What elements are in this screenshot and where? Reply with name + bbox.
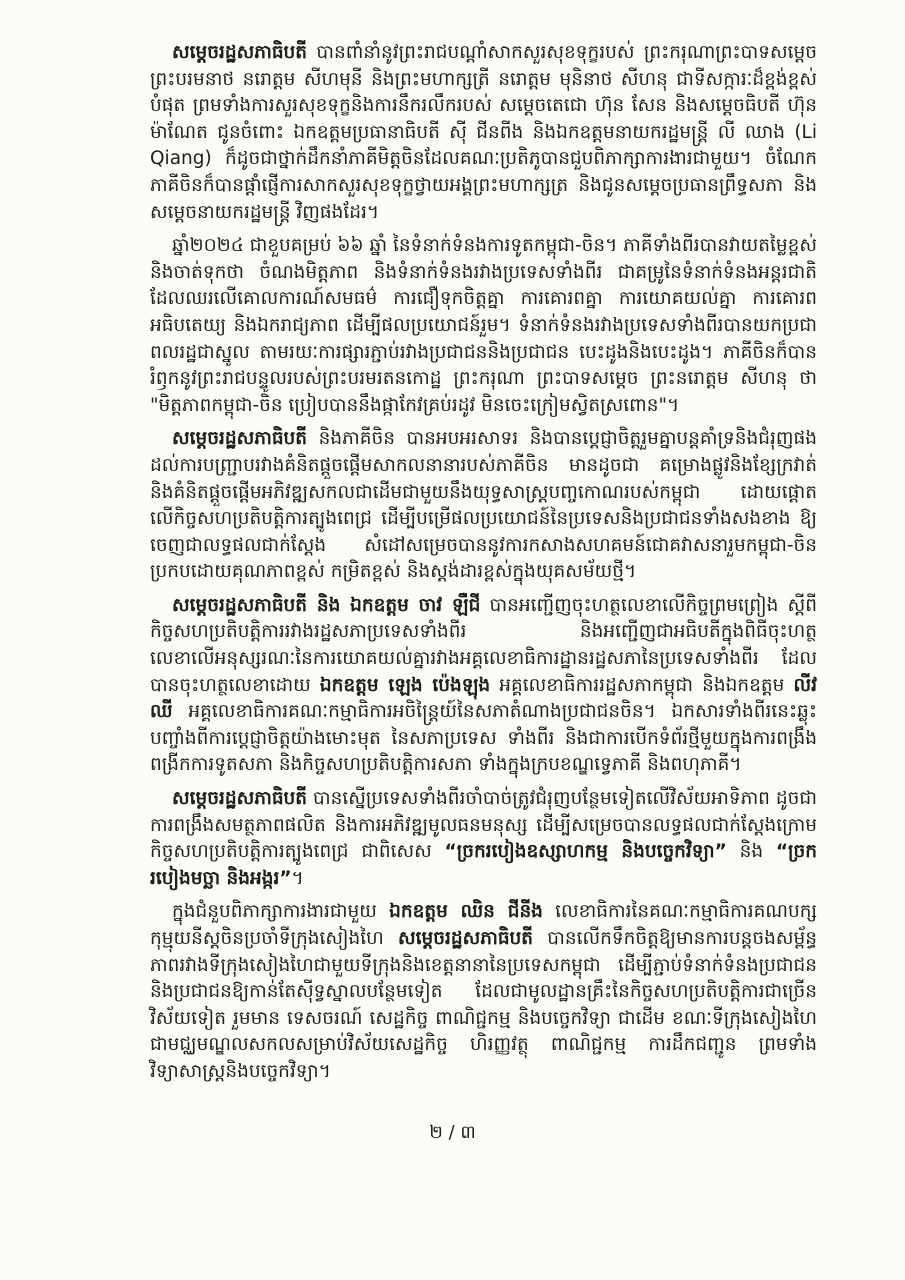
text-run: សម្តេចរដ្ឋសភាធិបតី និង ឯកឧត្តម ចាវ ឡឺជី <box>172 594 481 616</box>
text-run: “ច្រករបៀងមច្ឆា និងអង្ករ” <box>150 841 817 889</box>
text-run: ក្នុងជំនួបពិភាក្សាការងារជាមួយ <box>172 901 390 923</box>
text-run: អគ្គលេខាធិការគណៈកម្មាធិការអចិន្ត្រៃយ៍នៃសភាតំណាងប្រជាជនចិន។ ឯកសារទាំងពីរនេះឆ្លុះបញ្ចាំងពីការប្តេជ្ញាចិត្តយ៉ាងមោះមុត នៃសភាប្រទេស ទាំងពីរ និងជាការបើកទំព័រថ្មីមួយក្នុងការពង្រឹងពង្រីកការទូតសភា និងកិច្ចសហប្រតិបត្តិការសភា ទាំងក្នុងក្របខណ្ឌទ្វេភាគី និងពហុភាគី។ <box>150 701 817 776</box>
text-run: និង <box>726 841 776 863</box>
text-run: ឆ្នាំ២០២៤ ជាខួបគម្រប់ ៦៦ ឆ្នាំ នៃទំនាក់ទំនងការទូតកម្ពុជា-ចិន។ ភាគីទាំងពីរបានវាយតម្លៃខ្ពស់ និងចាត់ទុកថា ចំណងមិត្តភាព និងទំនាក់ទំនងរវាងប្រទេសទាំងពីរ ជាគម្រូនៃទំនាក់ទំនងអន្តរជាតិ ដែលឈរលើគោលការណ៍សមធម៌ ការជឿទុកចិត្តគ្នា ការគោរពគ្នា ការយោគយល់គ្នា ការគោរពអធិបតេយ្យ និងឯករាជ្យភាព ដើម្បីផលប្រយោជន៍រួម។ ទំនាក់ទំនងរវាងប្រទេសទាំងពីរបានយកប្រជាពលរដ្ឋជាស្នូល តាមរយៈការផ្សារភ្ជាប់រវាងប្រជាជននិងប្រជាជន បេះដូងនិងបេះដូង។ ភាគីចិនក៏បានរំឭកនូវព្រះរាជបន្ទូលរបស់ព្រះបរមរតនកោដ្ឋ ព្រះករុណា ព្រះបាទសម្តេច ព្រះនរោត្តម សីហនុ ថា "មិត្តភាពកម្ពុជា-ចិន ប្រៀបបាននឹងផ្កាកែវគ្រប់រដូវ មិនចេះក្រៀមស្វិតស្រពោន"។ <box>150 235 818 416</box>
paragraph <box>150 426 817 586</box>
text-run: “ច្រករបៀងឧស្សាហកម្ម និងបច្ចេកវិទ្យា” <box>444 841 727 863</box>
paragraph <box>150 593 817 779</box>
paragraph <box>150 786 817 892</box>
paragraph <box>150 40 817 226</box>
text-run: ឯកឧត្តម ឈិន ជីនីង <box>389 901 543 923</box>
text-run: លេខាធិការនៃគណៈកម្មាធិការគណបក្សកុម្មុយនីស្តចិនប្រចាំទីក្រុងសៀងហៃ <box>150 901 817 949</box>
text-run: អគ្គលេខាធិការរដ្ឋសភាកម្ពុជា និងឯកឧត្តម <box>490 674 794 696</box>
text-run: សម្តេចរដ្ឋសភាធិបតី <box>172 42 308 63</box>
document-body <box>150 40 817 1086</box>
text-run: សម្តេចរដ្ឋសភាធិបតី <box>172 428 308 450</box>
paragraph <box>150 233 817 419</box>
text-run: ឯកឧត្តម ឡេង ប៉េងឡុង <box>319 674 491 696</box>
text-run: បានលើកទឹកចិត្តឱ្យមានការបន្តចងសម្ព័ន្ធភាពរវាងទីក្រុងសៀងហៃជាមួយទីក្រុងនិងខេត្តនានានៃប្រទេសកម្ពុជា ដើម្បីភ្ជាប់ទំនាក់ទំនងប្រជាជននិងប្រជាជនឱ្យកាន់តែស៊ីទ្វស្នាលបន្ថែមទៀត ដែលជាមូលដ្ឋានគ្រឹះនៃកិច្ចសហប្រតិបត្តិការជាច្រើនវិស័យទៀត រួមមាន ទេសចរណ៍ សេដ្ឋកិច្ច ពាណិជ្ជកម្ម និងបច្ចេកវិទ្យា ជាដើម ខណៈទីក្រុងសៀងហៃ ជាមជ្ឈមណ្ឌលសកលសម្រាប់វិស័យសេដ្ឋកិច្ច ហិរញ្ញវត្ថុ ពាណិជ្ជកម្ម ការដឹកជញ្ជូន ព្រមទាំងវិទ្យាសាស្ត្រនិងបច្ចេកវិទ្យា។ <box>150 928 817 1082</box>
text-run: សម្តេចរដ្ឋសភាធិបតី <box>172 788 308 810</box>
text-run: បានអញ្ជើញចុះហត្ថលេខាលើកិច្ចព្រមព្រៀង ស្តីពីកិច្ចសហប្រតិបត្តិការរវាងរដ្ឋសភាប្រទេសទាំងពីរ និងអញ្ជើញជាអធិបតីក្នុងពិធីចុះហត្ថលេខាលើអនុស្សរណៈនៃការយោគយល់គ្នារវាងអគ្គលេខាធិការដ្ឋានរដ្ឋសភានៃប្រទេសទាំងពីរ ដែលបានចុះហត្ថលេខាដោយ <box>150 594 817 696</box>
text-run: លីវ ឈី <box>150 674 817 723</box>
text-run: បានស្នើប្រទេសទាំងពីរចាំបាច់ត្រូវជំរុញបន្ថែមទៀតលើវិស័យអាទិភាព ដូចជា ការពង្រឹងសមត្ថភាពផលិត និងការអភិវឌ្ឍមូលធនមនុស្ស ដើម្បីសម្រេចបានលទ្ធផលជាក់ស្តែងក្រោមកិច្ចសហប្រតិបត្តិការត្បូងពេជ្រ ជាពិសេស <box>150 788 817 863</box>
text-run: សម្តេចរដ្ឋសភាធិបតី <box>398 928 534 949</box>
text-run: បានពាំនាំនូវព្រះរាជបណ្តាំសាកសួរសុខទុក្ខរបស់ ព្រះករុណាព្រះបាទសម្តេចព្រះបរមនាថ នរោត្តម សីហមុនី និងព្រះមហាក្សត្រី នរោត្តម មុនិនាថ សីហនុ ជាទីសក្ការៈដ៏ខ្ពង់ខ្ពស់បំផុត ព្រមទាំងការសួរសុខទុក្ខនិងការនឹករលឹករបស់ សម្តេចតេជោ ហ៊ុន សែន និងសម្តេចធិបតី ហ៊ុន ម៉ាណែត ជូនចំពោះ ឯកឧត្តមប្រធានាធិបតី ស៊ី ជីនពីង និងឯកឧត្តមនាយករដ្ឋមន្រ្តី លី ឈាង (Li Qiang) ក៏ដូចជាថ្នាក់ដឹកនាំភាគីមិត្តចិនដែលគណៈប្រតិភូបានជួបពិភាក្សាការងារជាមួយ។ ចំណែកភាគីចិនក៏បានផ្តាំផ្ញើការសាកសួរសុខទុក្ខថ្វាយអង្គព្រះមហាក្សត្រ និងជូនសម្តេចប្រធានព្រឹទ្ធសភា និងសម្តេចនាយករដ្ឋមន្ត្រី វិញផងដែរ។ <box>150 42 817 223</box>
paragraph <box>150 899 817 1085</box>
text-run: ។ <box>291 867 304 889</box>
page-number: ២ / ៣ <box>429 1122 476 1143</box>
text-run: និងភាគីចិន បានអបអរសាទរ និងបានប្តេជ្ញាចិត្តរួមគ្នាបន្តគាំទ្រនិងជំរុញផងដល់ការបញ្ជ្រាបរវាងគំនិតផ្តួចផ្តើមសាកលនានារបស់ភាគីចិន មានដូចជា គម្រោងផ្លូវនិងខ្សែក្រវាត់ និងគំនិតផ្តួចផ្តើមអភិវឌ្ឍសកលជាដើមជាមួយនឹងយុទ្ធសាស្រ្តបញ្ចកោណរបស់កម្ពុជា ដោយផ្តោតលើកិច្ចសហប្រតិបត្តិការត្បូងពេជ្រ ដើម្បីបម្រើផលប្រយោជន៍នៃប្រទេសនិងប្រជាជនទាំងសងខាង ឱ្យចេញជាលទ្ធផលជាក់ស្តែង សំដៅសម្រេចបាននូវការកសាងសហគមន៍ជោគវាសនារួមកម្ពុជា-ចិន ប្រកបដោយគុណភាពខ្ពស់ កម្រិតខ្ពស់ និងស្តង់ដារខ្ពស់ក្នុងយុគសម័យថ្មី។ <box>150 428 817 583</box>
